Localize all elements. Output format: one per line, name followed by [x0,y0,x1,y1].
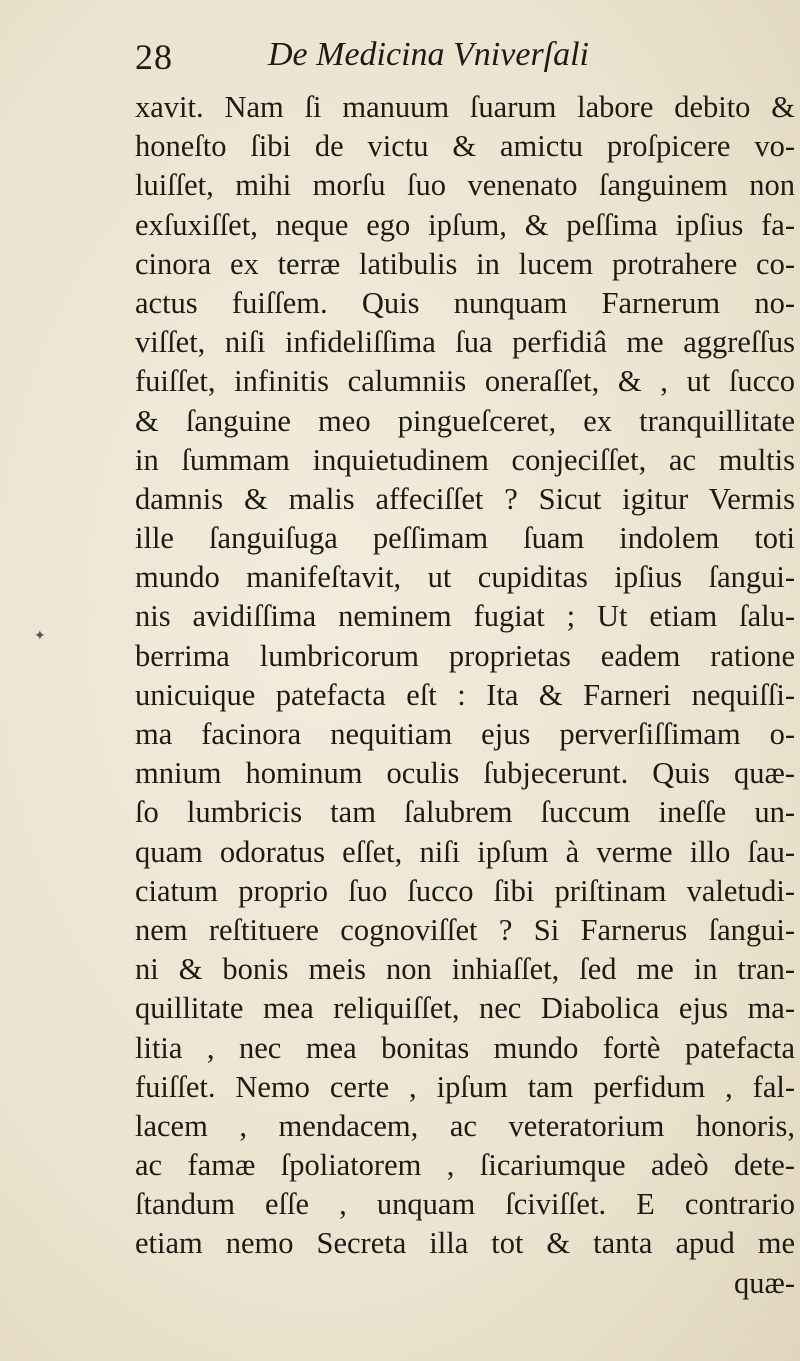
text-line: berrima lumbricorum proprietas eadem ratione [135,638,795,673]
text-line: xavit. Nam ſi manuum ſuarum labore debito & [135,90,795,124]
text-line: ciatum proprio ſuo ſucco ſibi priſtinam valetudi- [135,873,795,908]
text-line: ſtandum eſſe , unquam ſciviſſet. E contrario [135,1187,795,1222]
text-line: ſo lumbricis tam ſalubrem ſuccum ineſſe un- [135,795,795,830]
text-line: cinora ex terræ latibulis in lucem protrahere co- [135,246,795,281]
page-number: 28 [135,37,173,77]
text-line: lacem , mendacem, ac veteratorium honoris, [135,1108,795,1143]
text-line: actus fuiſſem. Quis nunquam Farnerum no- [135,285,795,320]
text-line: mnium hominum oculis ſubjecerunt. Quis quæ- [135,756,795,791]
text-line: damnis & malis affeciſſet ? Sicut igitur Vermis [135,481,795,516]
text-line: luiſſet, mihi morſu ſuo venenato ſanguinem non [135,168,795,203]
catchword: quæ- [734,1265,795,1300]
text-line: & ſanguine meo pingueſceret, ex tranquillitate [135,403,795,438]
text-line: in ſummam inquietudinem conjeciſſet, ac multis [135,442,795,477]
text-line: fuiſſet, infinitis calumniis oneraſſet, & , ut ſucco [135,364,795,399]
text-line: nem reſtituere cognoviſſet ? Si Farnerus ſangui- [135,912,795,947]
margin-mark: ✦ [34,629,46,644]
text-line: ille ſanguiſuga peſſimam ſuam indolem toti [135,521,795,556]
text-line: litia , nec mea bonitas mundo fortè patefacta [135,1030,795,1065]
text-line: ac famæ ſpoliatorem , ſicariumque adeò dete- [135,1148,795,1183]
text-line: exſuxiſſet, neque ego ipſum, & peſſima ipſius fa- [135,207,795,242]
body-text [135,88,795,1303]
text-line: unicuique patefacta eſt : Ita & Farneri nequiſſi- [135,677,795,712]
text-line: ma facinora nequitiam ejus perverſiſſimam o- [135,717,795,751]
text-line: honeſto ſibi de victu & amictu proſpicere vo- [135,129,795,164]
text-line: quillitate mea reliquiſſet, nec Diabolica ejus ma- [135,991,795,1026]
text-line: nis avidiſſima neminem fugiat ; Ut etiam ſalu- [135,599,795,634]
text-line: fuiſſet. Nemo certe , ipſum tam perfidum , fal- [135,1069,795,1104]
text-line: viſſet, niſi infideliſſima ſua perfidiâ me aggreſſus [135,325,795,360]
text-line: mundo manifeſtavit, ut cupiditas ipſius ſangui- [135,560,795,595]
text-line: quam odoratus eſſet, niſi ipſum à verme illo ſau- [135,834,795,869]
running-title: De Medicina Vniverſali [268,36,590,73]
text-line: etiam nemo Secreta illa tot & tanta apud me [135,1226,795,1261]
text-line: ni & bonis meis non inhiaſſet, ſed me in tran- [135,952,795,987]
page-header [0,28,800,78]
